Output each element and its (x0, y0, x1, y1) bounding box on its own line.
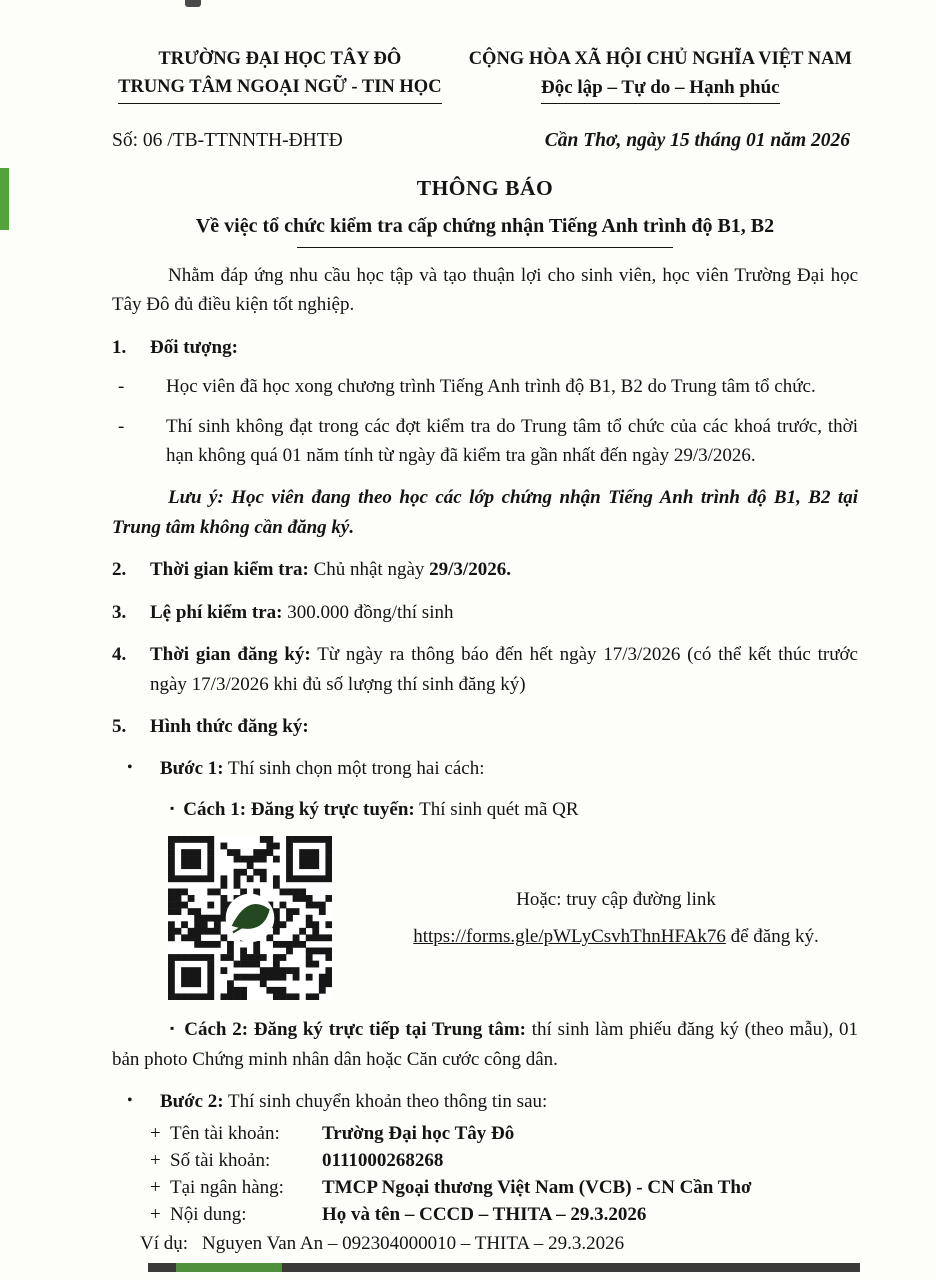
exam-fee: 300.000 đồng/thí sinh (287, 601, 454, 623)
title-block (112, 172, 858, 247)
bank-details (150, 1121, 858, 1229)
scan-artifact-left-green (0, 168, 9, 230)
plus-marker: + (150, 1122, 161, 1144)
square-bullet-icon: ▪ (170, 1021, 176, 1036)
option-2-label: Cách 2: Đăng ký trực tiếp tại Trung tâm: (184, 1019, 526, 1041)
section-4-title: Thời gian đăng ký: (150, 644, 311, 666)
bank-value: Trường Đại học Tây Đô (322, 1122, 515, 1144)
option-1-text: Thí sinh quét mã QR (419, 798, 579, 820)
bank-row-account-number (150, 1148, 858, 1175)
bank-value: Họ và tên – CCCD – THITA – 29.3.2026 (322, 1203, 647, 1225)
plus-marker: + (150, 1203, 161, 1225)
qr-code (168, 836, 332, 1000)
step-2-line (112, 1087, 858, 1116)
national-title: CỘNG HÒA XÃ HỘI CHỦ NGHĨA VIỆT NAM (468, 49, 852, 69)
section-2 (112, 555, 858, 584)
doc-title: THÔNG BÁO (416, 176, 554, 201)
section-3 (112, 598, 858, 627)
step-2-label: Bước 2: (160, 1091, 224, 1113)
qr-section (168, 836, 858, 1000)
section-5-number: 5. (112, 716, 127, 738)
bank-value: TMCP Ngoại thương Việt Nam (VCB) - CN Cần Thơ (322, 1176, 752, 1198)
intro-paragraph: Nhằm đáp ứng nhu cầu học tập và tạo thuận lợi cho sinh viên, học viên Trường Đại học Tây Đô đủ điều kiện tốt nghiệp. (112, 264, 858, 316)
org-unit: TRUNG TÂM NGOẠI NGỮ - TIN HỌC (118, 74, 441, 104)
link-intro: Hoặc: truy cập đường link (516, 889, 716, 911)
section-1-item-1 (112, 372, 858, 401)
step-2-text: Thí sinh chuyển khoản theo thông tin sau: (228, 1091, 548, 1113)
bank-row-bank-name (150, 1175, 858, 1202)
note-text: Học viên đang theo học các lớp chứng nhận Tiếng Anh trình độ B1, B2 tại Trung tâm không cần đăng ký. (112, 487, 858, 538)
dash-marker: - (118, 376, 125, 398)
item-text: Thí sinh không đạt trong các đợt kiểm tra do Trung tâm tổ chức của các khoá trước, thời hạn không quá 01 năm tính từ ngày đã kiểm tra gần nhất đến ngày 29/3/2026. (166, 415, 858, 466)
section-4 (112, 640, 858, 699)
national-motto: Độc lập – Tự do – Hạnh phúc (541, 74, 780, 105)
doc-meta-row (112, 126, 858, 156)
bullet-icon: • (127, 759, 133, 777)
doc-subtitle: Về việc tổ chức kiểm tra cấp chứng nhận Tiếng Anh trình độ B1, B2 (195, 214, 775, 237)
bank-row-transfer-note (150, 1202, 858, 1229)
note-label: Lưu ý: (168, 487, 224, 509)
plus-marker: + (150, 1176, 161, 1198)
option-2-text: thí sinh làm phiếu đăng ký (theo mẫu), 01 bản photo Chứng minh nhân dân hoặc Căn cước công dân. (112, 1019, 859, 1070)
section-2-text: Chủ nhật ngày (313, 559, 425, 581)
national-motto-block (463, 46, 858, 104)
option-1-line (112, 795, 858, 824)
plus-marker: + (150, 1149, 161, 1171)
note-paragraph (112, 483, 858, 542)
org-block (112, 46, 448, 104)
step-1-text: Thí sinh chọn một trong hai cách: (228, 758, 485, 780)
section-3-number: 3. (112, 601, 127, 623)
item-text: Học viên đã học xong chương trình Tiếng Anh trình độ B1, B2 do Trung tâm tổ chức. (166, 376, 816, 398)
link-suffix: để đăng ký. (730, 926, 819, 948)
registration-period: Từ ngày ra thông báo đến hết ngày 17/3/2026 (có thể kết thúc trước ngày 17/3/2026 khi đủ số lượng thí sinh đăng ký) (150, 644, 858, 695)
bank-row-account-name (150, 1121, 858, 1148)
registration-link[interactable]: https://forms.gle/pWLyCsvhThnHFAk76 (413, 926, 726, 948)
org-name: TRƯỜNG ĐẠI HỌC TÂY ĐÔ (158, 49, 402, 69)
step-1-line (112, 754, 858, 783)
bank-key: Số tài khoản: (170, 1149, 271, 1171)
section-4-number: 4. (112, 644, 127, 666)
subtitle-underline (297, 247, 673, 248)
bank-key: Nội dung: (170, 1203, 247, 1225)
dash-marker: - (118, 415, 125, 437)
scan-artifact-bottom-green (176, 1263, 282, 1272)
example-text: Nguyen Van An – 092304000010 – THITA – 29.3.2026 (202, 1232, 625, 1254)
bank-key: Tên tài khoản: (170, 1122, 280, 1144)
section-1-heading (112, 333, 858, 362)
bank-key: Tại ngân hàng: (170, 1176, 284, 1198)
doc-number: Số: 06 /TB-TTNNTH-ĐHTĐ (112, 130, 343, 152)
section-2-number: 2. (112, 559, 127, 581)
qr-alternative-text (332, 881, 858, 955)
option-1-label: Cách 1: Đăng ký trực tuyến: (183, 798, 415, 820)
example-line (140, 1231, 858, 1258)
place-date: Cần Thơ, ngày 15 tháng 01 năm 2026 (544, 130, 850, 152)
option-2-paragraph (112, 1015, 858, 1074)
scan-artifact-top (185, 0, 201, 7)
section-1-title: Đối tượng: (150, 336, 238, 358)
bullet-icon: • (127, 1092, 133, 1110)
bank-value: 0111000268268 (322, 1149, 444, 1171)
section-5-title: Hình thức đăng ký: (150, 716, 309, 738)
section-5-heading (112, 712, 858, 741)
step-1-label: Bước 1: (160, 758, 224, 780)
section-1-number: 1. (112, 336, 127, 358)
section-1-item-2 (112, 412, 858, 471)
square-bullet-icon: ▪ (170, 800, 175, 815)
example-label: Ví dụ: (140, 1232, 189, 1254)
document-header (112, 46, 858, 104)
exam-date: 29/3/2026. (429, 559, 511, 581)
section-2-title: Thời gian kiểm tra: (150, 559, 309, 581)
section-3-title: Lệ phí kiểm tra: (150, 601, 283, 623)
